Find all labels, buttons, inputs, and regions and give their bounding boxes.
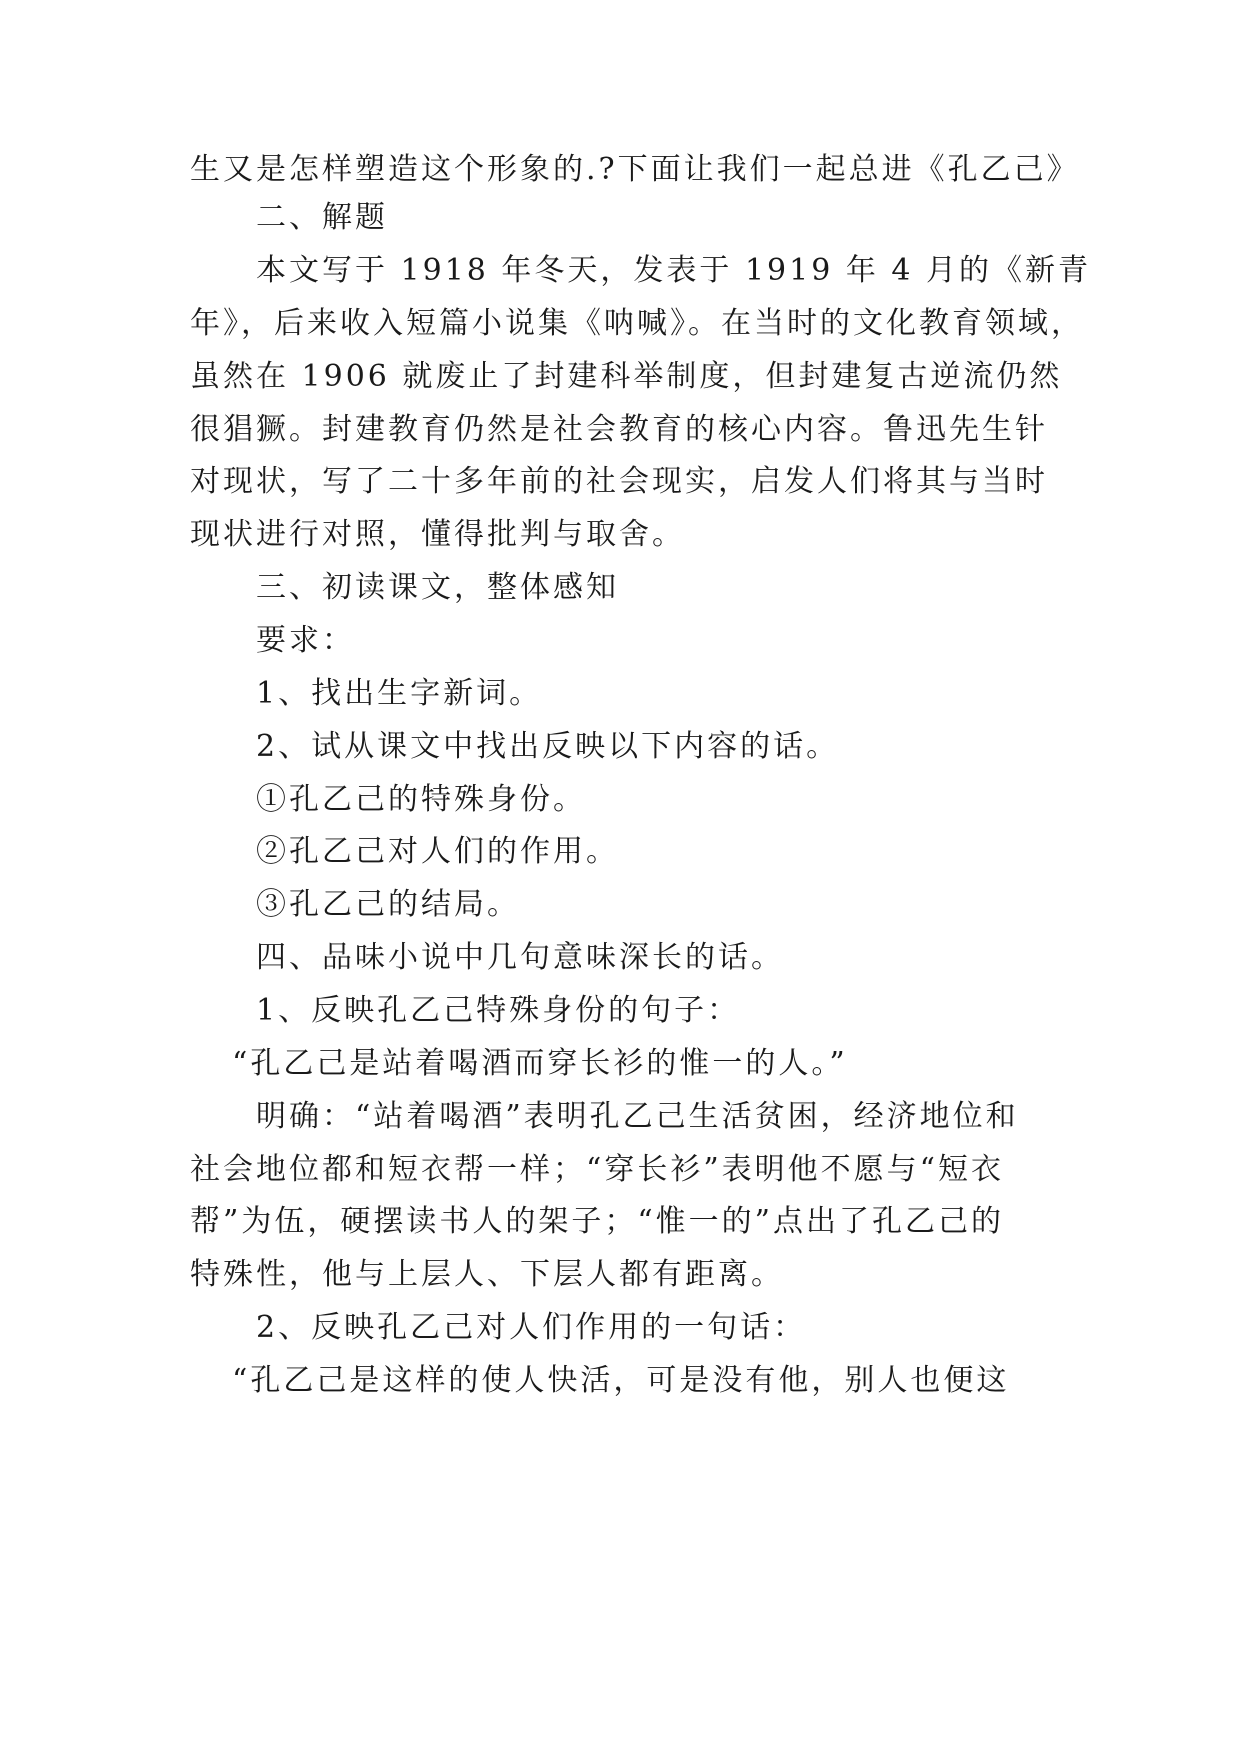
list-item: 1、找出生字新词。 <box>256 676 543 711</box>
quote-line: “孔乙己是站着喝酒而穿长衫的惟一的人。” <box>232 1046 848 1081</box>
text-line: 本文写于 1918 年冬天，发表于 1919 年 4 月的《新青 <box>256 253 1091 288</box>
section-heading: 四、品味小说中几句意味深长的话。 <box>256 940 784 975</box>
text-line: 特殊性，他与上层人、下层人都有距离。 <box>190 1257 784 1292</box>
list-item: ③孔乙己的结局。 <box>256 887 520 922</box>
text-line: 帮”为伍，硬摆读书人的架子；“惟一的”点出了孔乙己的 <box>190 1204 1005 1239</box>
list-item: 2、反映孔乙己对人们作用的一句话： <box>256 1310 807 1345</box>
list-item: ①孔乙己的特殊身份。 <box>256 782 586 817</box>
list-item: 2、试从课文中找出反映以下内容的话。 <box>256 729 840 764</box>
section-heading: 二、解题 <box>256 200 388 235</box>
list-item: 1、反映孔乙己特殊身份的句子： <box>256 993 741 1028</box>
text-line: 明确：“站着喝酒”表明孔乙己生活贫困，经济地位和 <box>256 1099 1019 1134</box>
text-line: 很猖獗。封建教育仍然是社会教育的核心内容。鲁迅先生针 <box>190 412 1048 447</box>
text-line: 年》，后来收入短篇小说集《呐喊》。在当时的文化教育领域， <box>190 306 1084 341</box>
text-line: 生又是怎样塑造这个形象的.?下面让我们一起总进《孔乙己》 <box>190 152 1080 187</box>
quote-line: “孔乙己是这样的使人快活，可是没有他，别人也便这 <box>232 1363 1010 1398</box>
text-line: 现状进行对照，懂得批判与取舍。 <box>190 517 685 552</box>
list-item: ②孔乙己对人们的作用。 <box>256 834 619 869</box>
text-line: 要求： <box>256 623 355 658</box>
section-heading: 三、初读课文，整体感知 <box>256 570 619 605</box>
text-line: 对现状，写了二十多年前的社会现实，启发人们将其与当时 <box>190 464 1048 499</box>
text-line: 社会地位都和短衣帮一样；“穿长衫”表明他不愿与“短衣 <box>190 1152 1005 1187</box>
text-line: 虽然在 1906 就废止了封建科举制度，但封建复古逆流仍然 <box>190 359 1063 394</box>
